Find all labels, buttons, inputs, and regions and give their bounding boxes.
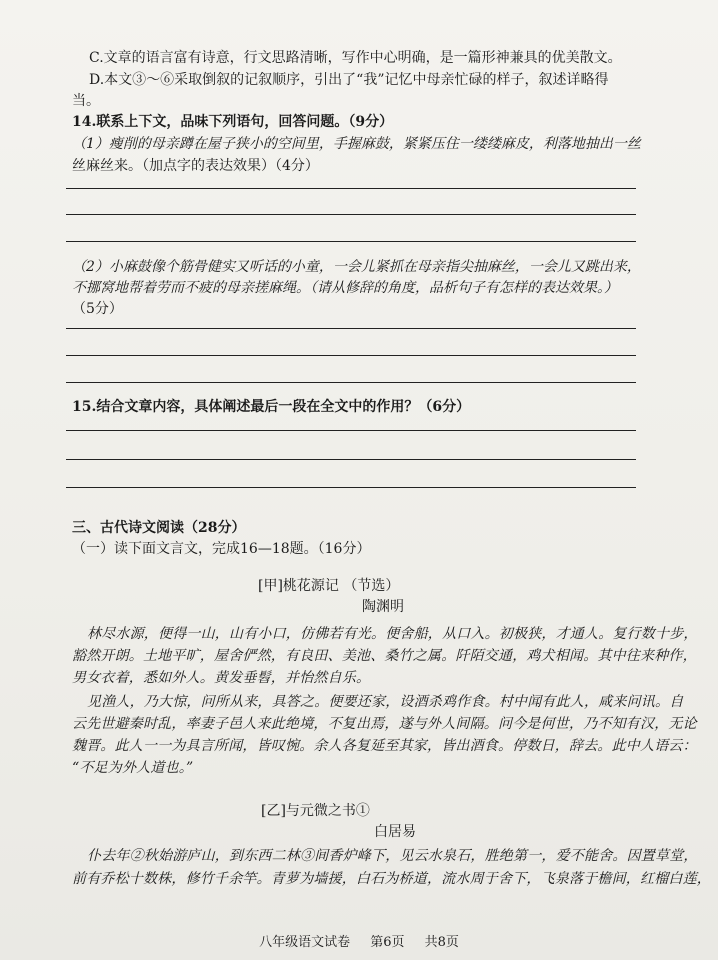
q14-sub2-line3: （5分） [72, 301, 123, 317]
section3-title: 三、古代诗文阅读（28分） [72, 520, 246, 536]
answer-line[interactable] [66, 355, 636, 356]
q14-sub1-line1: （1）瘦削的母亲蹲在屋子狭小的空间里，手握麻鼓，紧紧压住一缕缕麻皮，利落地抽出一丝 [72, 136, 641, 152]
q14-sub2-line2: 不挪窝地帮着劳而不疲的母亲搓麻绳。（请从修辞的角度，品析句子有怎样的表达效果。） [72, 280, 618, 296]
passage-a-p1-line1: 林尽水源，便得一山，山有小口，仿佛若有光。便舍船，从口入。初极狭，才通人。复行数十步， [87, 626, 698, 642]
q15-title: 15.结合文章内容，具体阐述最后一段在全文中的作用？（6分） [72, 399, 471, 415]
footer-total-pages: 共8页 [424, 935, 459, 950]
option-c: C.文章的语言富有诗意，行文思路清晰，写作中心明确，是一篇形神兼具的优美散文。 [89, 50, 622, 66]
passage-b-title: [乙]与元微之书① [261, 803, 370, 819]
footer-exam-name: 八年级语文试卷 [259, 935, 351, 950]
answer-line[interactable] [66, 188, 636, 189]
q14-sub1-line2: 丝麻丝来。（加点字的表达效果）（4分） [72, 158, 319, 174]
passage-a-p1-line3: 男女衣着，悉如外人。黄发垂髫，并怡然自乐。 [72, 670, 371, 686]
passage-a-p2-line1: 见渔人，乃大惊，问所从来，具答之。便要还家，设酒杀鸡作食。村中闻有此人，咸来问讯。自 [87, 694, 684, 710]
passage-b-p1-line2: 前有乔松十数株，修竹千余竿。青萝为墙援，白石为桥道，流水周于舍下，飞泉落于檐间，红榴白莲， [72, 871, 711, 887]
answer-line[interactable] [66, 382, 636, 383]
option-d-line2: 当。 [72, 93, 100, 109]
option-d-line1: D.本文③～⑥采取倒叙的记叙顺序，引出了“我”记忆中母亲忙碌的样子，叙述详略得 [89, 72, 609, 88]
q14-title: 14.联系上下文，品味下列语句，回答问题。（9分） [72, 114, 394, 130]
answer-line[interactable] [66, 241, 636, 242]
answer-line[interactable] [66, 214, 636, 215]
answer-line[interactable] [66, 328, 636, 329]
answer-line[interactable] [66, 430, 636, 431]
passage-a-author: 陶渊明 [362, 599, 404, 615]
q14-sub2-line1: （2）小麻鼓像个筋骨健实又听话的小童，一会儿紧抓在母亲指尖抽麻丝，一会儿又跳出来， [72, 259, 641, 275]
page-footer [0, 931, 718, 950]
passage-a-p1-line2: 豁然开朗。土地平旷，屋舍俨然，有良田、美池、桑竹之属。阡陌交通，鸡犬相闻。其中往来种作， [72, 648, 697, 664]
answer-line[interactable] [66, 459, 636, 460]
passage-b-author: 白居易 [374, 824, 416, 840]
passage-a-title: [甲]桃花源记 （节选） [258, 578, 400, 594]
section3-subtitle: （一）读下面文言文，完成16—18题。（16分） [72, 541, 371, 557]
answer-line[interactable] [66, 487, 636, 488]
passage-a-p2-line3: 魏晋。此人一一为具言所闻，皆叹惋。余人各复延至其家，皆出酒食。停数日，辞去。此中人语云： [72, 738, 697, 754]
passage-a-p2-line2: 云先世避秦时乱，率妻子邑人来此绝境，不复出焉，遂与外人间隔。问今是何世，乃不知有汉，无论 [72, 716, 697, 732]
passage-a-p2-line4: “不足为外人道也。” [72, 760, 194, 776]
footer-page-number: 第6页 [370, 935, 405, 950]
passage-b-p1-line1: 仆去年②秋始游庐山，到东西二林③间香炉峰下，见云水泉石，胜绝第一，爱不能舍。因置草堂， [87, 848, 698, 864]
